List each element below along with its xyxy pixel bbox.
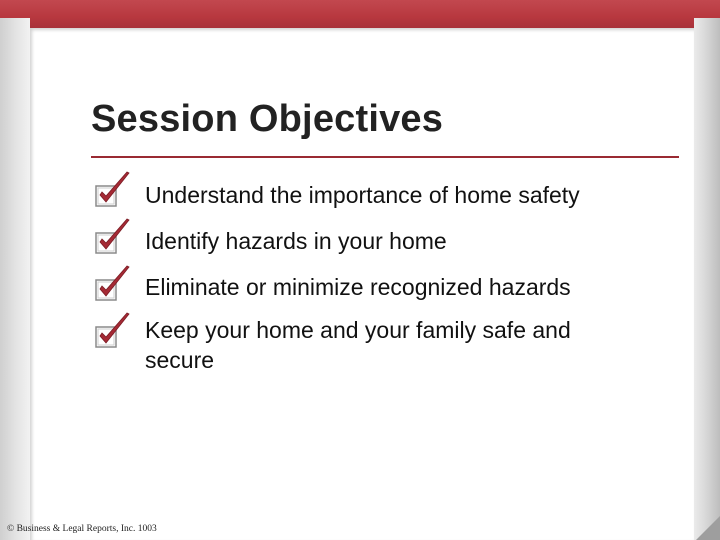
corner-fold xyxy=(696,516,720,540)
top-accent-band xyxy=(0,0,720,28)
copyright-footer: © Business & Legal Reports, Inc. 1003 xyxy=(7,524,157,534)
objective-text: Identify hazards in your home xyxy=(145,228,447,254)
checked-box-icon xyxy=(91,216,135,260)
objective-text: Eliminate or minimize recognized hazards xyxy=(145,274,571,300)
left-frame-bar xyxy=(0,18,30,540)
objective-text: Understand the importance of home safety xyxy=(145,182,580,208)
checked-box-icon xyxy=(91,310,135,354)
checked-box-icon xyxy=(91,169,135,213)
objective-text: Keep your home and your family safe and secure xyxy=(145,317,571,373)
checked-box-icon xyxy=(91,263,135,307)
right-frame-bar xyxy=(694,18,720,540)
slide-title: Session Objectives xyxy=(91,98,444,140)
title-underline xyxy=(91,156,679,158)
